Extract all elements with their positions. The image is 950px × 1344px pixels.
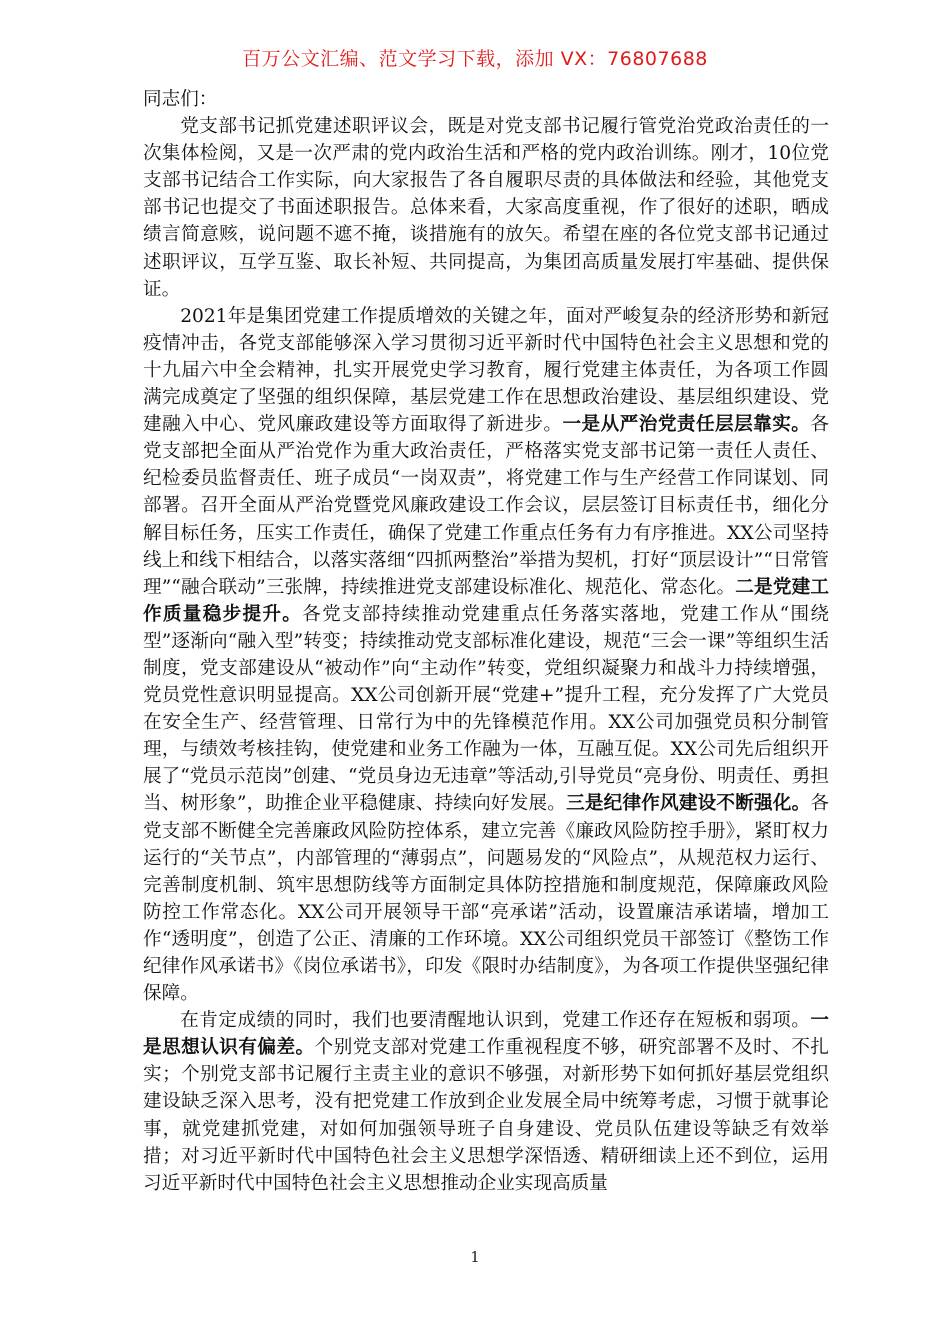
page-number: 1 <box>470 1248 480 1266</box>
paragraph-problems <box>143 1007 829 1197</box>
salutation: 同志们： <box>143 89 218 110</box>
document-body <box>143 86 829 1197</box>
problems-intro: 在肯定成绩的同时，我们也要清醒地认识到，党建工作还存在短板和弱项。 <box>180 1010 811 1032</box>
achievement-text-3: 各党支部不断健全完善廉政风险防控体系，建立完善《廉政风险防控手册》，紧盯权力运行的“关节点”，内部管理的“薄弱点”，问题易发的“风险点”，从规范权力运行、完善制度机制、筑牢思想防线等方面制定具体防控措施和制度规范，保障廉政风险防控工作常态化。XX公司开展领导干部“亮承诺”活动，设置廉洁承诺墙，增加工作“透明度”，创造了公正、清廉的工作环境。XX公司组织党员干部签订《整饬工作纪律作风承诺书》《岗位承诺书》，印发《限时办结制度》，为各项工作提供坚强纪律保障。 <box>143 793 829 1005</box>
paragraph-opening: 党支部书记抓党建述职评议会，既是对党支部书记履行管党治党政治责任的一次集体检阅，又是一次严肃的党内政治生活和严格的党内政治训练。刚才，10位党支部书记结合工作实际，向大家报告了各自履职尽责的具体做法和经验，其他党支部书记也提交了书面述职报告。总体来看，大家高度重视，作了很好的述职，晒成绩言简意赅，说问题不遮不掩，谈措施有的放矢。希望在座的各位党支部书记通过述职评议，互学互鉴、取长补短、共同提高，为集团高质量发展打牢基础、提供保证。 <box>143 116 829 300</box>
achievement-heading-1: 一是从严治党责任层层靠实。 <box>562 414 811 436</box>
problem-text-1: 个别党支部对党建工作重视程度不够，研究部署不及时、不扎实；个别党支部书记履行主责主业的意识不够强，对新形势下如何抓好基层党组织建设缺乏深入思考，没有把党建工作放到企业发展全局中统筹考虑，习惯于就事论事，就党建抓党建，对如何加强领导班子自身建设、党员队伍建设等缺乏有效举措；对习近平新时代中国特色社会主义思想学深悟透、精研细读上还不到位，运用习近平新时代中国特色社会主义思想推动企业实现高质量 <box>143 1037 829 1194</box>
achievement-heading-3: 三是纪律作风建设不断强化。 <box>566 793 811 815</box>
problem-heading-1: 一是思想认识有偏差。 <box>143 1010 829 1059</box>
achievement-text-1: 各党支部把全面从严治党作为重大政治责任，严格落实党支部书记第一责任人责任、纪检委员监督责任、班子成员“一岗双责”，将党建工作与生产经营工作同谋划、同部署。召开全面从严治党暨党风廉政建设工作会议，层层签订目标责任书，细化分解目标任务，压实工作责任，确保了党建工作重点任务有力有序推进。XX公司坚持线上和线下相结合，以落实落细“四抓两整治”举措为契机，打好“顶层设计”“日常管理”“融合联动”三张牌，持续推进党支部建设标准化、规范化、常态化。 <box>143 414 829 598</box>
achievement-heading-2: 二是党建工作质量稳步提升。 <box>143 576 829 625</box>
paragraph-achievements <box>143 303 829 1007</box>
header-banner: 百万公文汇编、范文学习下载，添加 VX：76807688 <box>242 48 708 70</box>
achievements-intro: 2021年是集团党建工作提质增效的关键之年，面对严峻复杂的经济形势和新冠疫情冲击，各党支部能够深入学习贯彻习近平新时代中国特色社会主义思想和党的十九届六中全会精神，扎实开展党史学习教育，履行党建主体责任，为各项工作圆满完成奠定了坚强的组织保障，基层党建工作在思想政治建设、基层组织建设、党建融入中心、党风廉政建设等方面取得了新进步。 <box>143 305 829 436</box>
achievement-text-2: 各党支部持续推动党建重点任务落实落地，党建工作从“围绕型”逐渐向“融入型”转变；持续推动党支部标准化建设，规范“三会一课”等组织生活制度，党支部建设从“被动作”向“主动作”转变，党组织凝聚力和战斗力持续增强，党员党性意识明显提高。XX公司创新开展“党建+”提升工程，充分发挥了广大党员在安全生产、经营管理、日常行为中的先锋模范作用。XX公司加强党员积分制管理，与绩效考核挂钩，使党建和业务工作融为一体，互融互促。XX公司先后组织开展了“党员示范岗”创建、“党员身边无违章”等活动,引导党员“亮身份、明责任、勇担当、树形象”，助推企业平稳健康、持续向好发展。 <box>143 603 829 815</box>
